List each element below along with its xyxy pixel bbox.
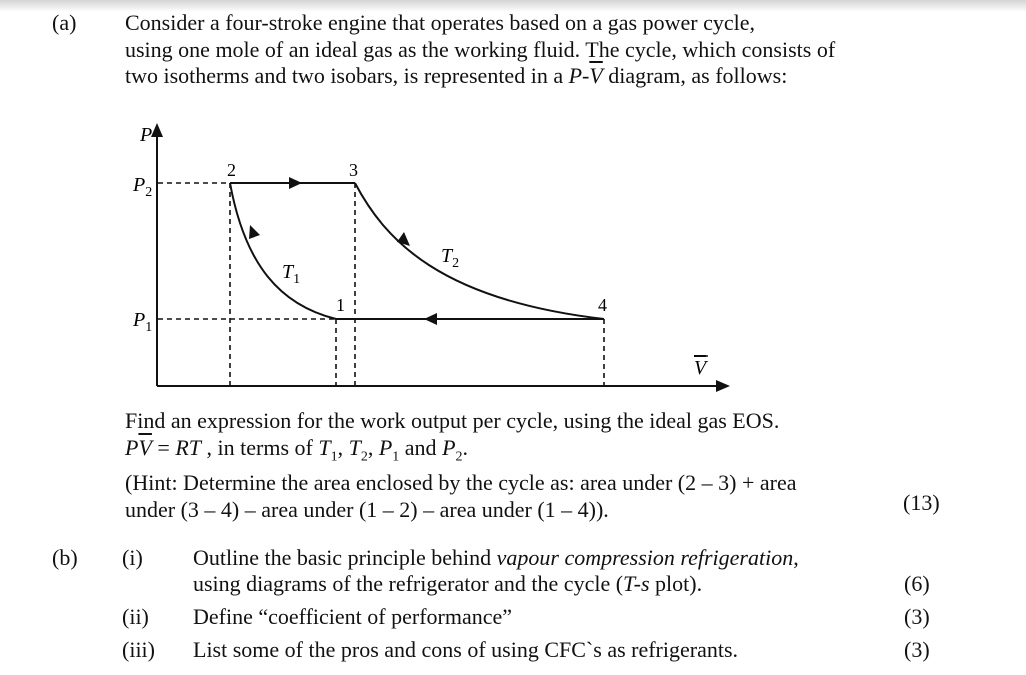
item-iii-text: List some of the pros and cons of using CFC`s as refrigerants.	[193, 637, 739, 662]
question-line-3: (Hint: Determine the area enclosed by the cycle as: area under (2 – 3) + area	[125, 470, 797, 496]
part-a-label: (a)	[52, 10, 77, 35]
question-line-1: Find an expression for the work output per cycle, using the ideal gas EOS.	[125, 408, 780, 433]
arrow-2-3	[289, 177, 302, 189]
pv-label: $P-\overline{V}$	[568, 63, 603, 88]
intro-line-2: using one mole of an ideal gas as the working fluid. The cycle, which consists of	[125, 36, 836, 62]
arrow-4-1	[424, 313, 437, 325]
p-axis-arrowhead	[151, 123, 163, 137]
point-4-label: 4	[598, 295, 607, 315]
point-3-label: 3	[349, 160, 358, 180]
process-3-4	[355, 183, 604, 319]
p2-label: $P_2$	[133, 174, 153, 200]
question-line-2: $P\overline{V}$ = RT , in terms of $T_1$, $T_2$, $P_1$ and $P_2$.	[125, 434, 469, 464]
item-i-marks: (6)	[904, 571, 930, 596]
part-a-question	[125, 408, 796, 523]
process-1-2	[230, 183, 336, 319]
part-b-label: (b)	[52, 545, 78, 570]
p-axis-label: P	[140, 124, 153, 146]
part-a-marks: (13)	[903, 490, 940, 515]
p1-label: $P_1$	[133, 309, 153, 335]
arrow-3-4	[397, 232, 410, 246]
item-ii-text: Define “coefficient of performance”	[193, 604, 513, 629]
item-iii-marks: (3)	[904, 637, 930, 662]
question-line-4: under (3 – 4) – area under (1 – 2) – area under (1 – 4)).	[125, 496, 609, 522]
eos-pv: $P\overline{V}$	[125, 434, 152, 460]
item-i-num: (i)	[122, 545, 143, 570]
v-axis-arrowhead	[716, 380, 730, 392]
item-iii-num: (iii)	[122, 637, 155, 662]
v-axis-label: V	[694, 357, 707, 379]
item-ii-num: (ii)	[122, 604, 149, 629]
t2-label: $T_2$	[441, 245, 460, 271]
intro-line-3-tail: diagram, as follows:	[602, 63, 788, 88]
t1-label: $T_1$	[282, 261, 301, 287]
item-i-line-1: Outline the basic principle behind vapour compression refrigeration,	[193, 545, 799, 570]
point-2-label: 2	[227, 160, 236, 180]
item-ii-marks: (3)	[904, 604, 930, 629]
intro-line-1: Consider a four-stroke engine that operates based on a gas power cycle,	[125, 10, 755, 35]
intro-line-3-text: two isotherms and two isobars, is represented in a	[125, 63, 569, 88]
item-i-line-2: using diagrams of the refrigerator and the cycle (T-s plot).	[193, 571, 703, 596]
point-1-label: 1	[336, 295, 345, 315]
arrow-1-2	[249, 225, 260, 239]
